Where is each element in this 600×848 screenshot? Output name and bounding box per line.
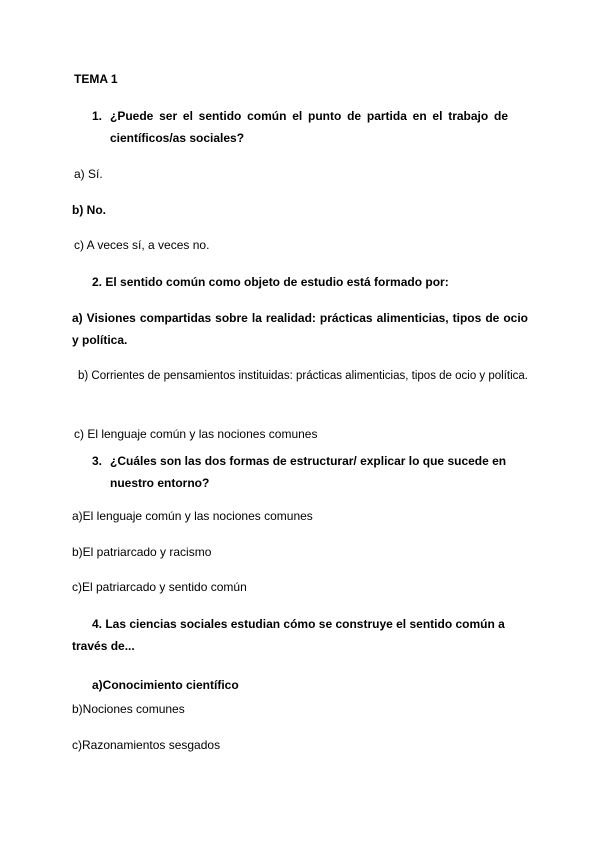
question-1-number: 1. (92, 109, 103, 123)
answer-3a: a)El lenguaje común y las nociones comunes (72, 509, 313, 523)
answer-3b: b)El patriarcado y racismo (72, 545, 212, 559)
answer-1a: a) Sí. (74, 167, 103, 181)
answer-1b: b) No. (72, 203, 106, 217)
answer-4b: b)Nociones comunes (72, 702, 185, 716)
question-3-text: ¿Cuáles son las dos formas de estructurar/ explicar lo que sucede en nuestro entorno? (110, 454, 507, 490)
answer-3c: c)El patriarcado y sentido común (72, 580, 247, 594)
answer-2b: b) Corrientes de pensamientos instituidas: prácticas alimenticias, tipos de ocio y política. (78, 370, 528, 382)
question-3-number: 3. (92, 454, 103, 468)
answer-4a: a)Conocimiento científico (92, 678, 239, 692)
question-4-text: 4. Las ciencias sociales estudian cómo se construye el sentido común a través de... (72, 617, 505, 653)
answer-2a: a) Visiones compartidas sobre la realidad: prácticas alimenticias, tipos de ocio y política. (72, 311, 528, 347)
page-title: TEMA 1 (74, 72, 118, 86)
answer-2c: c) El lenguaje común y las nociones comunes (74, 427, 318, 441)
question-2-text: 2. El sentido común como objeto de estudio está formado por: (92, 275, 449, 289)
answer-4c: c)Razonamientos sesgados (72, 738, 221, 752)
question-1-text: ¿Puede ser el sentido común el punto de partida en el trabajo de científicos/as sociales? (110, 109, 508, 145)
answer-1c: c) A veces sí, a veces no. (74, 238, 210, 252)
